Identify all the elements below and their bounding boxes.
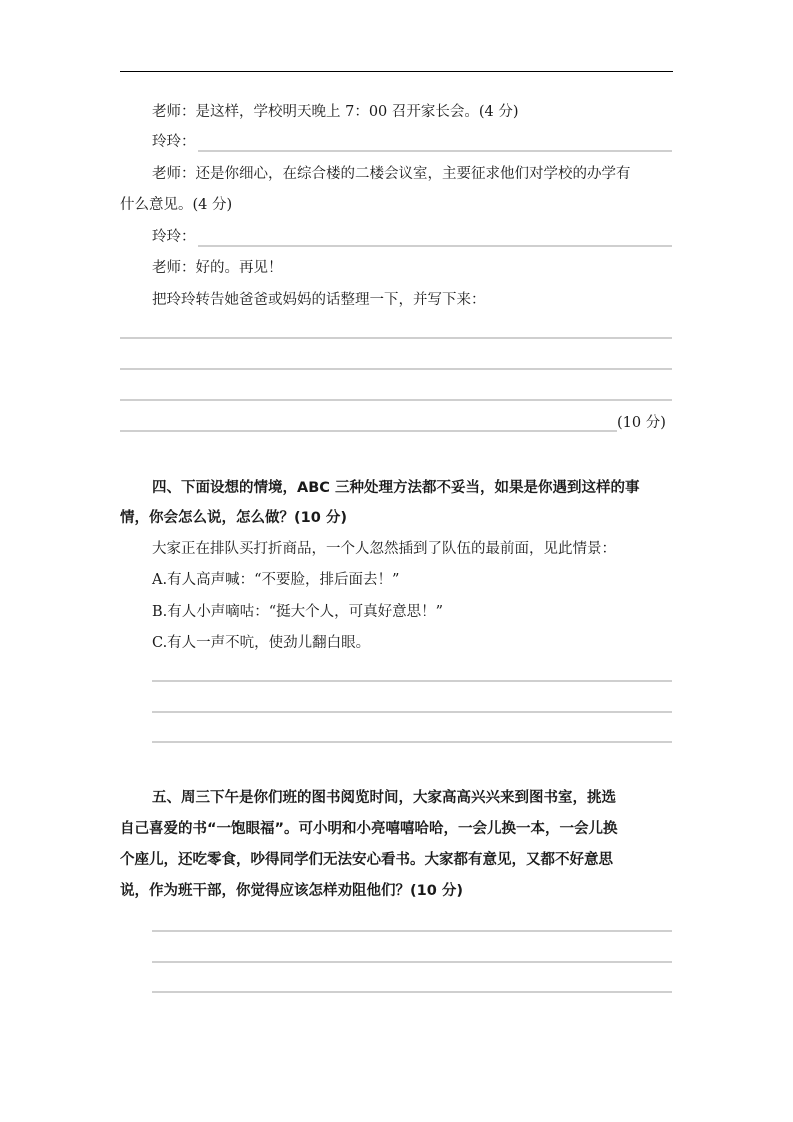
answer-line[interactable] bbox=[120, 368, 672, 370]
dialogue-line-1 bbox=[152, 102, 519, 122]
header-rule bbox=[120, 71, 673, 72]
section4-scenario: 大家正在排队买打折商品，一个人忽然插到了队伍的最前面，见此情景： bbox=[152, 541, 616, 557]
section5-line3: 个座儿，还吃零食，吵得同学们无法安心看书。大家都有意见，又都不好意思 bbox=[120, 852, 613, 868]
answer-blank-2[interactable] bbox=[198, 231, 673, 247]
speaker-label: 玲玲： bbox=[152, 229, 196, 245]
answer-line[interactable] bbox=[152, 680, 672, 682]
section4-option-b: B.有人小声嘀咕：“挺大个人，可真好意思！” bbox=[152, 604, 444, 620]
answer-line[interactable] bbox=[152, 991, 672, 993]
answer-line[interactable] bbox=[152, 961, 672, 963]
answer-line[interactable] bbox=[152, 930, 672, 932]
dialogue-text: 好的。再见！ bbox=[195, 260, 283, 276]
section4-title-line1: 四、下面设想的情境，ABC 三种处理方法都不妥当，如果是你遇到这样的事 bbox=[152, 480, 640, 496]
dialogue-line-2 bbox=[152, 132, 672, 152]
speaker-label: 老师： bbox=[152, 166, 196, 182]
section5-line4: 说，作为班干部，你觉得应该怎样劝阻他们？(10 分) bbox=[120, 883, 463, 899]
section4-option-a: A.有人高声喊：“不要脸，排后面去！” bbox=[152, 572, 400, 588]
dialogue-line-3 bbox=[152, 164, 631, 184]
section4-option-c: C.有人一声不吭，使劲儿翻白眼。 bbox=[152, 635, 371, 651]
answer-line[interactable] bbox=[120, 430, 617, 432]
section4-title-line2: 情，你会怎么说，怎么做？(10 分) bbox=[120, 510, 347, 526]
dialogue-text: 是这样，学校明天晚上 7：00 召开家长会。(4 分) bbox=[195, 104, 519, 120]
answer-line[interactable] bbox=[120, 399, 672, 401]
answer-line[interactable] bbox=[152, 741, 672, 743]
score-label: (10 分) bbox=[617, 415, 666, 431]
answer-line[interactable] bbox=[152, 711, 672, 713]
dialogue-text: 还是你细心，在综合楼的二楼会议室，主要征求他们对学校的办学有 bbox=[195, 166, 631, 182]
section5-line1: 五、周三下午是你们班的图书阅览时间，大家高高兴兴来到图书室，挑选 bbox=[152, 790, 616, 806]
dialogue-instruction: 把玲玲转告她爸爸或妈妈的话整理一下，并写下来： bbox=[152, 292, 486, 308]
answer-line[interactable] bbox=[120, 337, 672, 339]
speaker-label: 老师： bbox=[152, 260, 196, 276]
section5-line2: 自己喜爱的书“一饱眼福”。可小明和小亮嘻嘻哈哈，一会儿换一本，一会儿换 bbox=[120, 821, 618, 837]
speaker-label: 玲玲： bbox=[152, 134, 196, 150]
speaker-label: 老师： bbox=[152, 104, 196, 120]
dialogue-line-5 bbox=[152, 258, 283, 278]
dialogue-line-3-continuation: 什么意见。(4 分) bbox=[120, 197, 233, 213]
dialogue-line-4 bbox=[152, 227, 672, 247]
answer-blank-1[interactable] bbox=[198, 136, 673, 152]
